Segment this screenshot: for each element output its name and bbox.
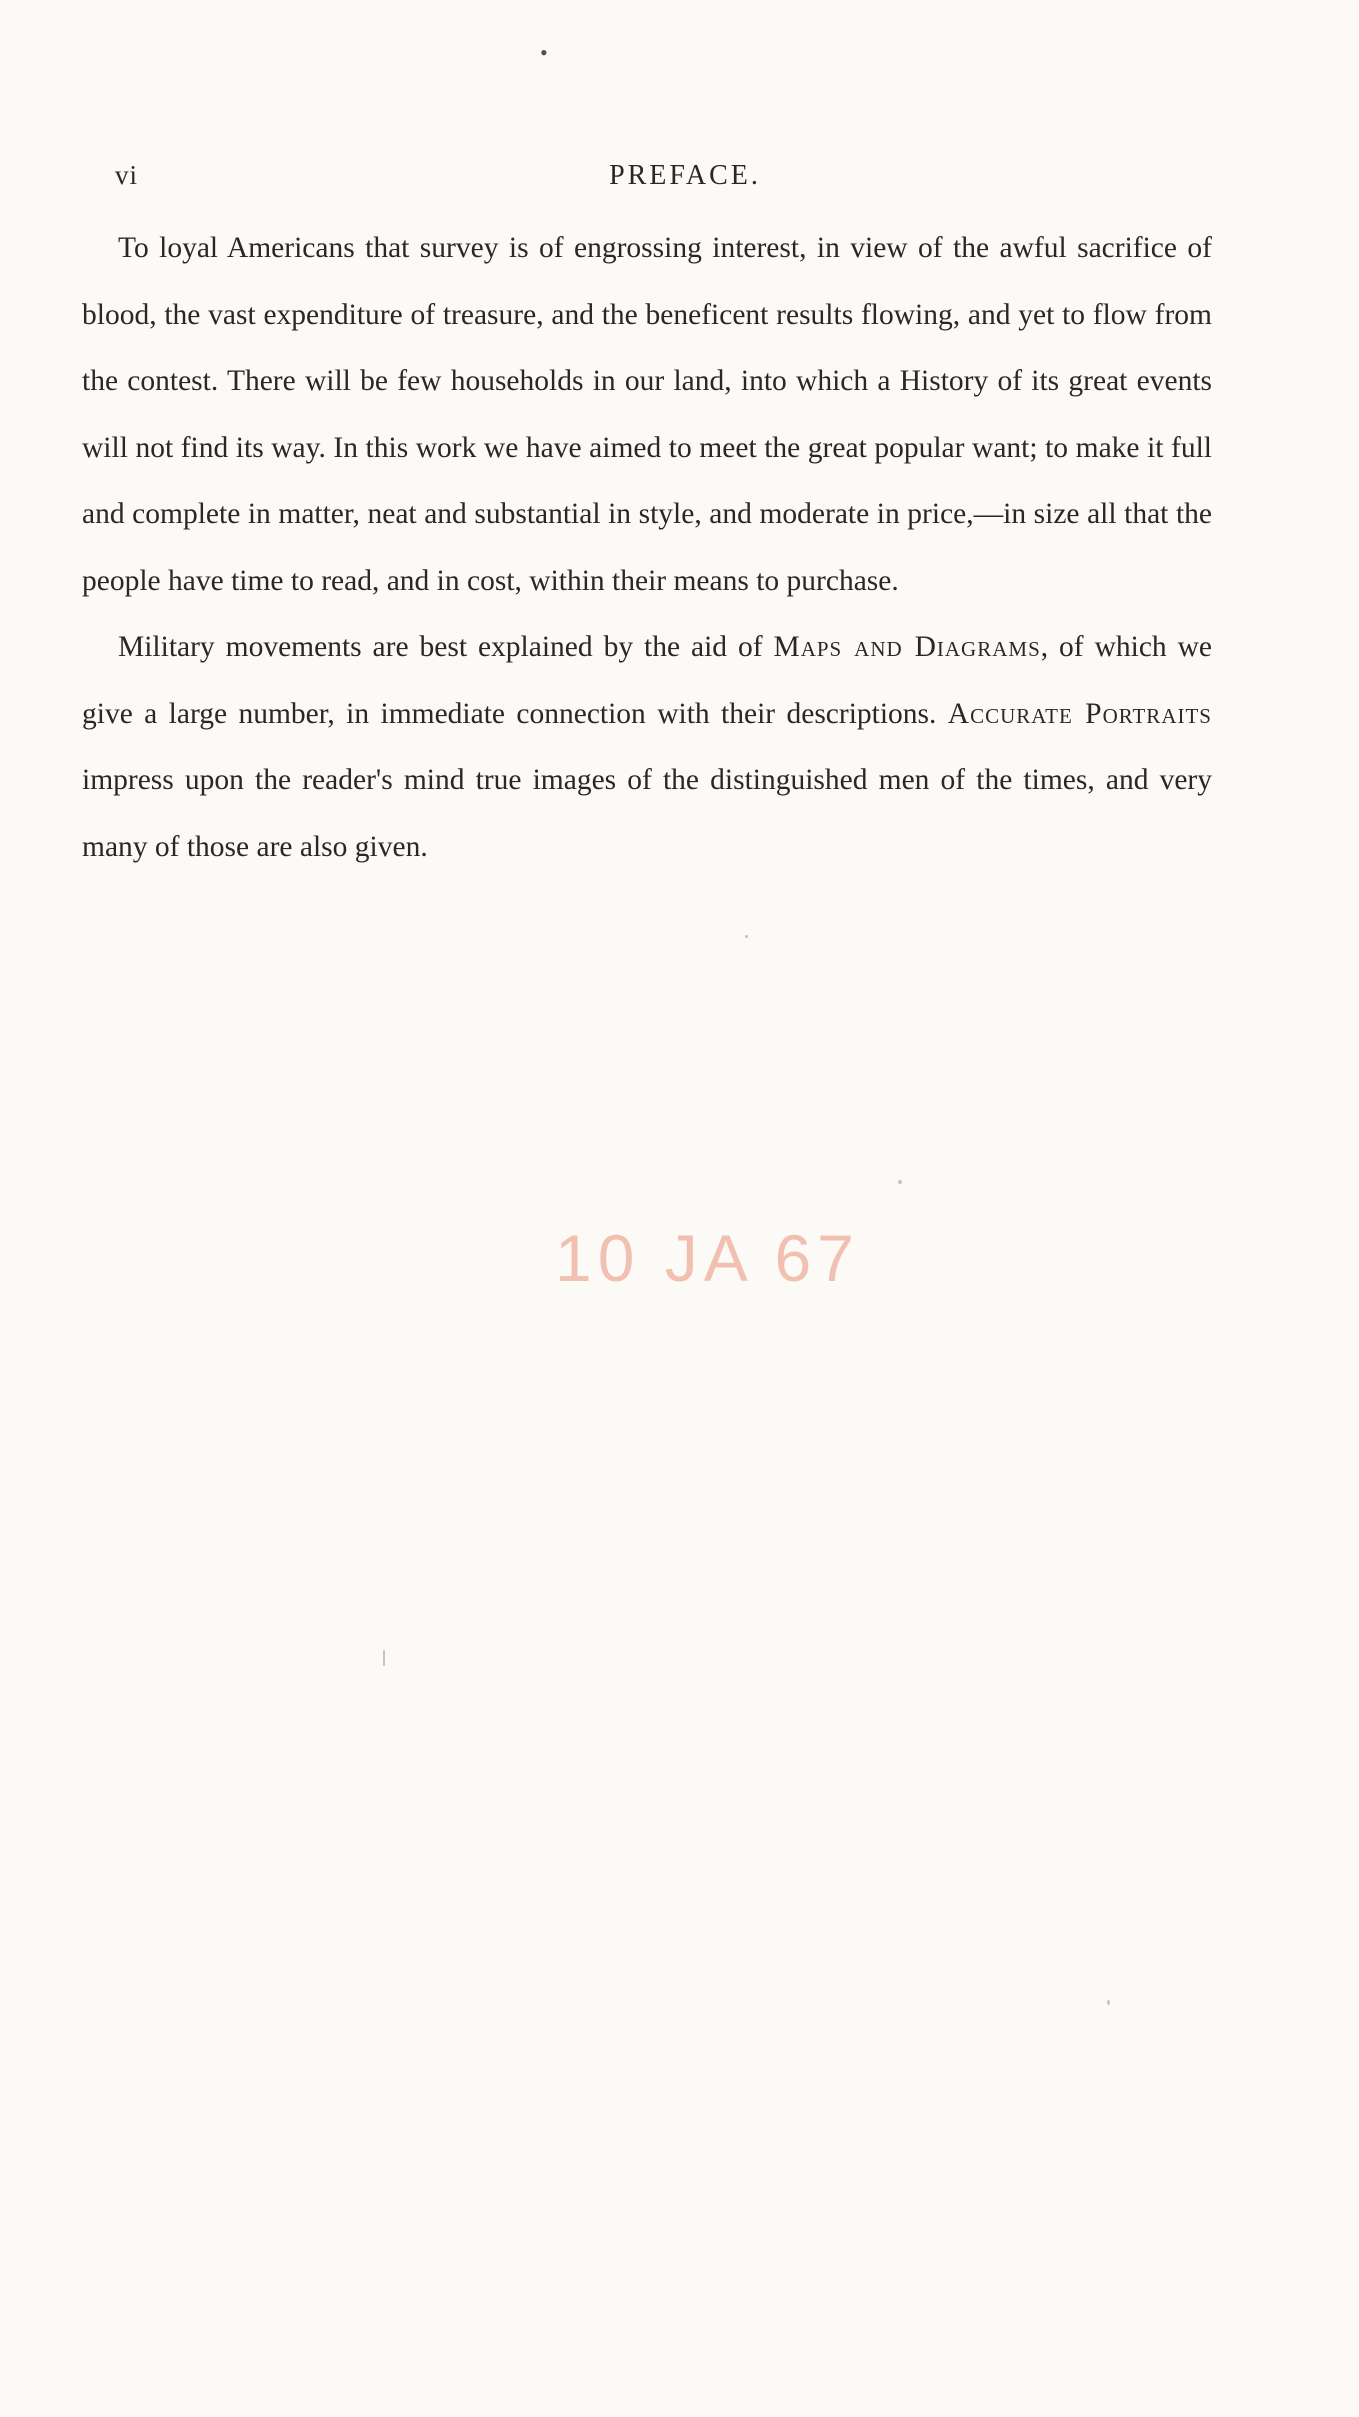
ink-speck: • [540,40,548,65]
paragraph-text: impress upon the reader's mind true images of the distinguished men of the times, and very many of those are also given. [82,764,1212,863]
paragraph-text: To loyal Americans that survey is of engrossing interest, in view of the awful sacrifice of blood, the vast expenditure of treasure, and the beneficent results flowing, and yet to flow from the contest. There will be few households in our land, into which a History of its great events will not find its way. In this work we have aimed to meet the great popular want; to make it full and complete in matter, neat and substantial in style, and moderate in price,—in size all that the people have time to read, and in cost, within their means to purchase. [82,232,1212,597]
date-stamp: 10 JA 67 [555,1221,860,1295]
paragraph-military-movements [82,614,1212,880]
running-head: PREFACE. [609,160,761,191]
paragraph-text: Military movements are best explained by the aid of [118,631,774,663]
paragraph-text: , of which we give a large number, in immediate connection with their descriptions. [82,631,1212,730]
paper-blemish [1107,2000,1110,2005]
paper-blemish [898,1180,902,1184]
page-number: vi [115,160,139,190]
page-header [115,160,1255,200]
preface-body [82,215,1212,880]
paper-blemish [745,935,748,938]
paper-blemish [383,1650,385,1666]
small-caps-maps-diagrams: Maps and Diagrams [773,631,1041,663]
paragraph-loyal-americans [82,215,1212,614]
small-caps-accurate-portraits: Accurate Portraits [947,697,1212,730]
